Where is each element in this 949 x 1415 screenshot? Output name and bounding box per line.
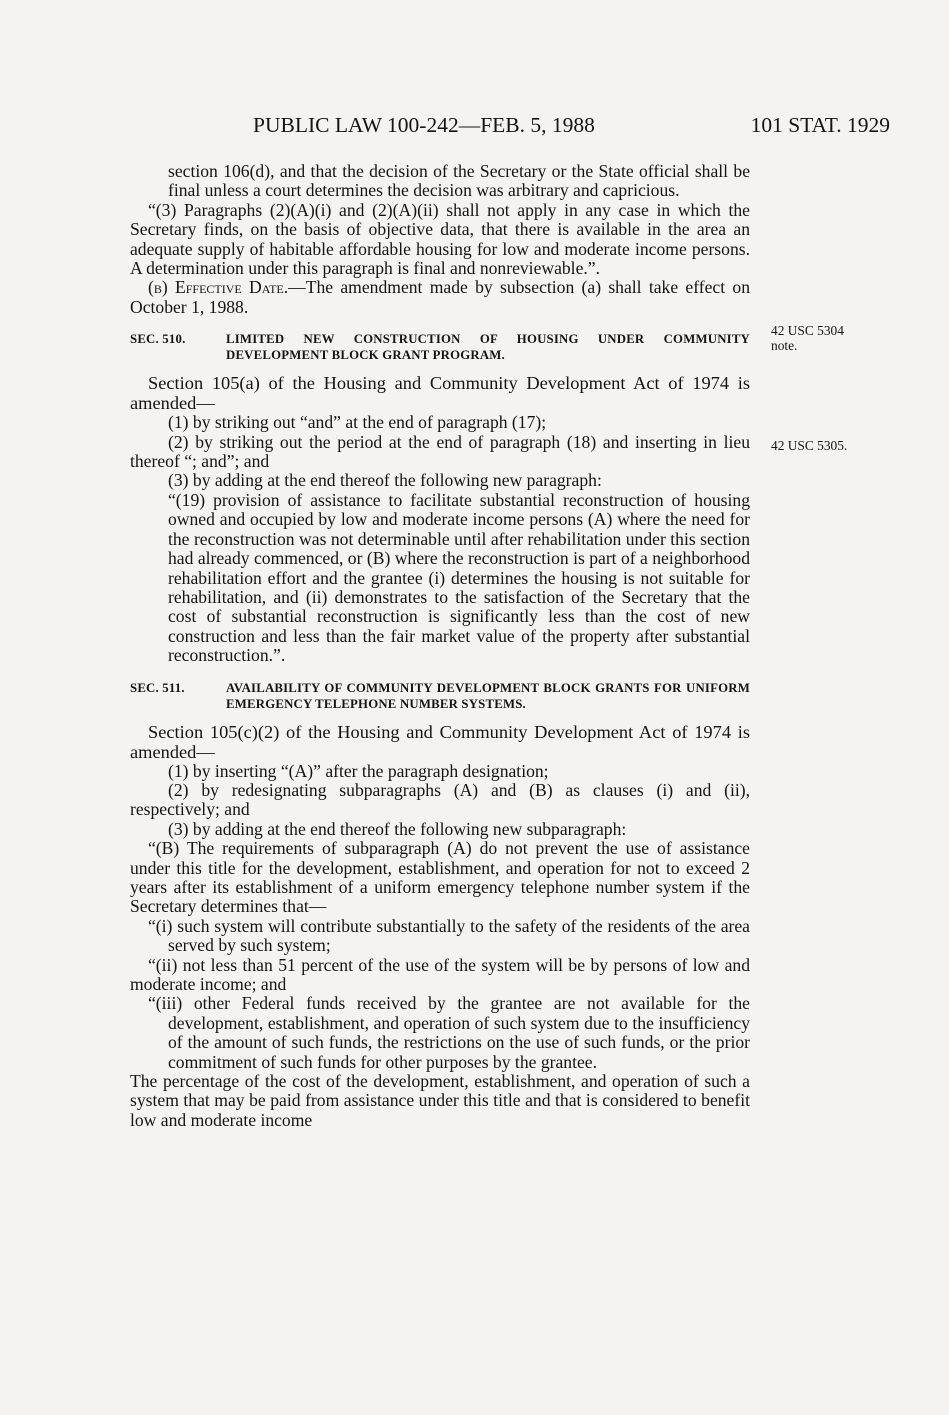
section-510-paragraph-19: “(19) provision of assistance to facilitate substantial reconstruction of housing owned and occupied by low and moderate income persons (A) where the need for the reconstruction was not determinable until after rehabilitation under this section had already commenced, or (B) where the reconstruction is part of a neighborhood rehabilitation effort and the grantee (i) determines the housing is not suitable for rehabilitation, and (ii) demonstrates to the satisfaction of the Secretary that the cost of substantial reconstruction is significantly less than the cost of new construction and less than the fair market value of the property after substantial reconstruction.”. xyxy=(168,489,750,666)
margin-note-usc-5305: 42 USC 5305. xyxy=(771,438,848,453)
effective-date-heading: (b) Effective Date. xyxy=(148,277,289,298)
section-511-item-1: (1) by inserting “(A)” after the paragraph designation; xyxy=(168,760,549,781)
margin-note-note: note. xyxy=(771,338,798,353)
section-510-title: LIMITED NEW CONSTRUCTION OF HOUSING UNDER COMMUNITY DEVELOPMENT BLOCK GRANT PROGRAM. xyxy=(226,332,750,363)
section-510-item-3: (3) by adding at the end thereof the following new paragraph: xyxy=(168,470,602,491)
section-510-intro: Section 105(a) of the Housing and Community Development Act of 1974 is amended— xyxy=(130,373,750,414)
header-title: PUBLIC LAW 100-242—FEB. 5, 1988 xyxy=(253,113,595,137)
clause-iii: “(iii) other Federal funds received by the grantee are not available for the development, establishment, and operation of such system due to the insufficiency of the amount of such funds, the restrictions on the use of such funds, or the prior commitment of such funds for other purposes by the grantee. xyxy=(148,993,750,1072)
margin-note-usc-5304: 42 USC 5304 xyxy=(771,323,844,338)
section-510-heading xyxy=(130,331,750,363)
section-511-number: SEC. 511. xyxy=(130,680,185,695)
percentage-paragraph: The percentage of the cost of the development, establishment, and operation of such a system that may be paid from assistance under this title and that is considered to benefit low and moderate income xyxy=(130,1071,750,1130)
section-511-intro: Section 105(c)(2) of the Housing and Community Development Act of 1974 is amended— xyxy=(130,721,750,762)
subparagraph-b: “(B) The requirements of subparagraph (A) do not prevent the use of assistance under this title for the development, establishment, and operation for not to exceed 2 years after its establishment of a uniform emergency telephone number system if the Secretary determines that— xyxy=(130,838,750,917)
header-stat-citation: 101 STAT. 1929 xyxy=(750,113,890,137)
section-511-item-2: (2) by redesignating subparagraphs (A) and (B) as clauses (i) and (ii), respectively; and xyxy=(130,779,750,820)
paragraph-3-determination: “(3) Paragraphs (2)(A)(i) and (2)(A)(ii) shall not apply in any case in which the Secretary finds, on the basis of objective data, that there is available in the area an adequate supply of habitable affordable housing for low and moderate income persons. A determination under this paragraph is final and nonreviewable.”. xyxy=(130,199,750,279)
paragraph-effective-date xyxy=(130,278,750,317)
effective-date-text: —The amendment made by subsection (a) shall take effect on October 1, 1988. xyxy=(130,277,750,317)
section-510-number: SEC. 510. xyxy=(130,332,186,347)
paragraph-continuation: section 106(d), and that the decision of the Secretary or the State official shall be final unless a court determines the decision was arbitrary and capricious. xyxy=(168,161,750,201)
section-511-item-3: (3) by adding at the end thereof the following new subparagraph: xyxy=(168,818,627,839)
document-body xyxy=(130,162,750,1130)
page-header xyxy=(130,113,890,143)
clause-ii: “(ii) not less than 51 percent of the use of the system will be by persons of low and moderate income; and xyxy=(130,954,750,994)
section-511-heading xyxy=(130,680,750,712)
section-510-item-2: (2) by striking out the period at the end of paragraph (18) and inserting in lieu thereof “; and”; and xyxy=(130,431,750,472)
clause-i: “(i) such system will contribute substantially to the safety of the residents of the area served by such system; xyxy=(148,915,750,956)
section-511-title: AVAILABILITY OF COMMUNITY DEVELOPMENT BLOCK GRANTS FOR UNIFORM EMERGENCY TELEPHONE NUMBER SYSTEMS. xyxy=(226,680,750,711)
section-510-item-1: (1) by striking out “and” at the end of paragraph (17); xyxy=(168,412,547,433)
